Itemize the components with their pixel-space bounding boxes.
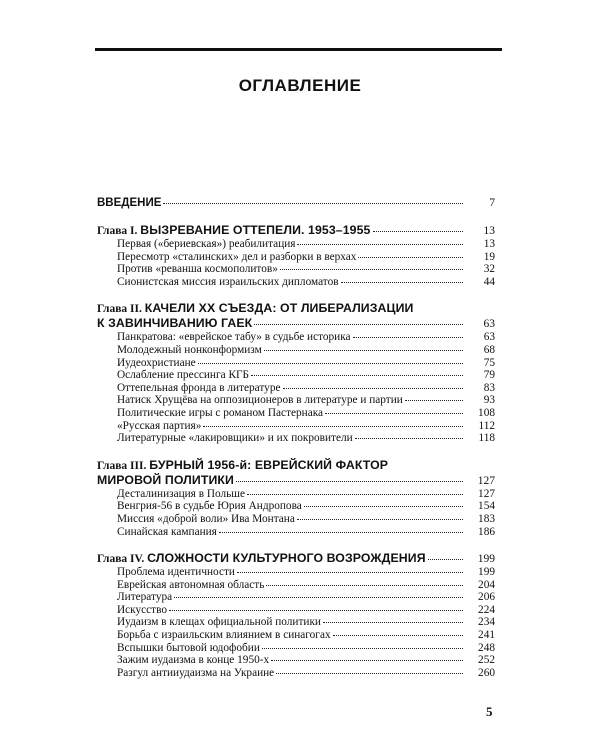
toc-page-number: 186 <box>478 525 495 538</box>
dot-leader <box>304 505 463 507</box>
toc-entry[interactable] <box>97 616 495 629</box>
toc-entry[interactable] <box>97 276 495 289</box>
dot-leader <box>280 268 463 270</box>
toc-page-number: 183 <box>478 512 495 525</box>
toc-entry[interactable] <box>97 654 495 667</box>
toc-page-number: 68 <box>483 343 495 356</box>
toc-page-number: 118 <box>478 432 495 445</box>
toc-page-number: 63 <box>483 318 495 331</box>
page-number: 5 <box>486 704 493 719</box>
toc-entry-label: Оттепельная фронда в литературе <box>117 381 281 394</box>
chapter-title: МИРОВОЙ ПОЛИТИКИ <box>97 472 234 487</box>
dot-leader <box>264 349 463 351</box>
toc-entry-label: Искусство <box>117 603 168 616</box>
dot-leader <box>428 558 463 560</box>
dot-leader <box>297 518 463 520</box>
toc-entry[interactable] <box>97 642 495 655</box>
chapter-heading[interactable] <box>97 301 495 331</box>
toc-entry-label: Еврейская автономная область <box>117 578 265 591</box>
chapter-block <box>97 223 495 288</box>
chapter-prefix: Глава II. <box>97 303 142 316</box>
toc-entry[interactable] <box>97 526 495 539</box>
chapter-title: СЛОЖНОСТИ КУЛЬТУРНОГО ВОЗРОЖДЕНИЯ <box>147 551 426 566</box>
toc-entry[interactable] <box>97 629 495 642</box>
toc-page-number: 127 <box>478 487 495 500</box>
dot-leader <box>236 480 463 482</box>
toc-entry[interactable] <box>97 566 495 579</box>
toc-entry-label: ВВЕДЕНИЕ <box>97 197 162 209</box>
toc-page-number: 32 <box>483 263 495 276</box>
toc-page-number: 83 <box>483 381 495 394</box>
toc-entry[interactable] <box>97 331 495 344</box>
toc-entry-label: Против «реванша космополитов» <box>117 263 278 276</box>
toc-entry-label: Иудеохристиане <box>117 356 196 369</box>
toc-page-number: 75 <box>483 356 495 369</box>
toc-page-number: 79 <box>483 369 495 382</box>
toc-entry-label: Сионистская миссия израильских дипломатов <box>117 275 339 288</box>
toc-page-number: 234 <box>478 616 495 629</box>
toc-entry[interactable] <box>97 591 495 604</box>
toc-page-number: 63 <box>483 331 495 344</box>
dot-leader <box>276 672 463 674</box>
toc-entry[interactable] <box>97 488 495 501</box>
chapter-prefix: Глава I. <box>97 225 138 237</box>
toc-page-number: 127 <box>477 474 495 487</box>
toc-entry[interactable] <box>97 344 495 357</box>
toc-entry[interactable] <box>97 579 495 592</box>
toc-entry-label: Первая («бериевская») реабилитация <box>117 238 296 250</box>
toc-page-number: 248 <box>478 641 495 654</box>
toc-entry[interactable] <box>97 238 495 251</box>
toc-page-number: 204 <box>478 578 495 591</box>
toc-entry-label: Синайская кампания <box>117 525 217 538</box>
toc-entry[interactable] <box>97 407 495 420</box>
toc-page-number: 199 <box>477 553 495 566</box>
toc-page-number: 19 <box>483 250 495 263</box>
page-title: ОГЛАВЛЕНИЕ <box>238 76 362 95</box>
toc-page-number: 260 <box>478 666 495 679</box>
chapter-title: БУРНЫЙ 1956-й: ЕВРЕЙСКИЙ ФАКТОР <box>149 457 389 472</box>
dot-leader <box>373 230 464 232</box>
top-rule <box>95 48 502 51</box>
chapter-block <box>97 551 495 679</box>
dot-leader <box>247 493 463 495</box>
toc-entry-label: Миссия «доброй воли» Ива Монтана <box>117 512 295 525</box>
toc-entry-label: Панкратова: «еврейское табу» в судьбе историка <box>117 331 351 344</box>
dot-leader <box>358 256 463 258</box>
dot-leader <box>323 621 463 623</box>
toc-entry[interactable] <box>97 500 495 513</box>
toc-entry-label: Литература <box>117 591 173 604</box>
dot-leader <box>297 243 463 245</box>
toc-entry[interactable] <box>97 420 495 433</box>
dot-leader <box>333 634 463 636</box>
toc-page-number: 206 <box>478 591 495 604</box>
dot-leader <box>266 584 463 586</box>
toc-entry-label: Литературные «лакировщики» и их покровители <box>117 432 353 445</box>
dot-leader <box>203 425 463 427</box>
toc-page-number: 241 <box>478 629 495 642</box>
toc-entry-label: Молодежный нонконформизм <box>117 343 262 356</box>
chapter-heading[interactable] <box>97 223 495 238</box>
toc-entry[interactable] <box>97 251 495 264</box>
chapter-block <box>97 458 495 538</box>
toc-page-number: 44 <box>483 275 495 288</box>
toc-page-number: 224 <box>478 603 495 616</box>
chapter-title: КАЧЕЛИ XX СЪЕЗДА: ОТ ЛИБЕРАЛИЗАЦИИ <box>144 301 414 316</box>
dot-leader <box>219 531 463 533</box>
chapter-heading[interactable] <box>97 551 495 566</box>
dot-leader <box>251 374 463 376</box>
chapter-title: К ЗАВИНЧИВАНИЮ ГАЕК <box>97 316 253 331</box>
toc-entry-label: Разгул антииудаизма на Украине <box>117 666 275 679</box>
chapter-prefix: Глава IV. <box>97 553 145 566</box>
toc-entry-label: Ослабление прессинга КГБ <box>117 369 250 382</box>
dot-leader <box>341 281 463 283</box>
toc-page-number: 108 <box>478 406 495 419</box>
dot-leader <box>237 571 463 573</box>
chapter-heading[interactable] <box>97 458 495 488</box>
table-of-contents <box>97 196 495 679</box>
dot-leader <box>262 647 463 649</box>
toc-entry-intro[interactable] <box>97 196 495 210</box>
toc-page-number: 93 <box>483 394 495 407</box>
toc-page-number: 199 <box>478 566 495 579</box>
toc-entry[interactable] <box>97 513 495 526</box>
dot-leader <box>283 387 464 389</box>
toc-entry-label: Зажим иудаизма в конце 1950-х <box>117 654 270 667</box>
toc-entry[interactable] <box>97 432 495 445</box>
dot-leader <box>198 362 463 364</box>
toc-page-number: 7 <box>489 197 495 209</box>
dot-leader <box>163 202 463 204</box>
dot-leader <box>405 399 463 401</box>
toc-page-number: 112 <box>478 419 495 432</box>
toc-entry[interactable] <box>97 382 495 395</box>
dot-leader <box>353 336 463 338</box>
toc-entry-label: Десталинизация в Польше <box>117 487 246 500</box>
chapter-prefix: Глава III. <box>97 459 147 472</box>
toc-entry[interactable] <box>97 667 495 680</box>
dot-leader <box>355 437 463 439</box>
toc-entry-label: Натиск Хрущёва на оппозиционеров в литературе и партии <box>117 394 403 407</box>
toc-entry-label: Борьба с израильским влиянием в синагогах <box>117 629 331 642</box>
chapter-title: ВЫЗРЕВАНИЕ ОТТЕПЕЛИ. 1953–1955 <box>140 223 371 237</box>
toc-entry-label: Проблема идентичности <box>117 566 235 579</box>
toc-entry[interactable] <box>97 263 495 276</box>
toc-page-number: 252 <box>478 654 495 667</box>
dot-leader <box>325 412 463 414</box>
toc-entry[interactable] <box>97 394 495 407</box>
dot-leader <box>271 659 463 661</box>
toc-entry-label: Иудаизм в клещах официальной политики <box>117 616 321 629</box>
toc-entry[interactable] <box>97 357 495 370</box>
toc-page-number: 13 <box>483 225 495 237</box>
dot-leader <box>174 596 463 598</box>
toc-page-number: 13 <box>483 238 495 250</box>
toc-entry-label: Пересмотр «сталинских» дел и разборки в верхах <box>117 250 357 263</box>
toc-entry-label: Венгрия-56 в судьбе Юрия Андропова <box>117 500 302 513</box>
toc-entry-label: Вспышки бытовой юдофобии <box>117 641 260 654</box>
dot-leader <box>169 609 463 611</box>
chapter-block <box>97 301 495 444</box>
toc-entry-label: «Русская партия» <box>117 419 202 432</box>
toc-entry[interactable] <box>97 369 495 382</box>
dot-leader <box>254 323 463 325</box>
toc-entry[interactable] <box>97 604 495 617</box>
toc-page-number: 154 <box>478 500 495 513</box>
toc-entry-label: Политические игры с романом Пастернака <box>117 406 324 419</box>
